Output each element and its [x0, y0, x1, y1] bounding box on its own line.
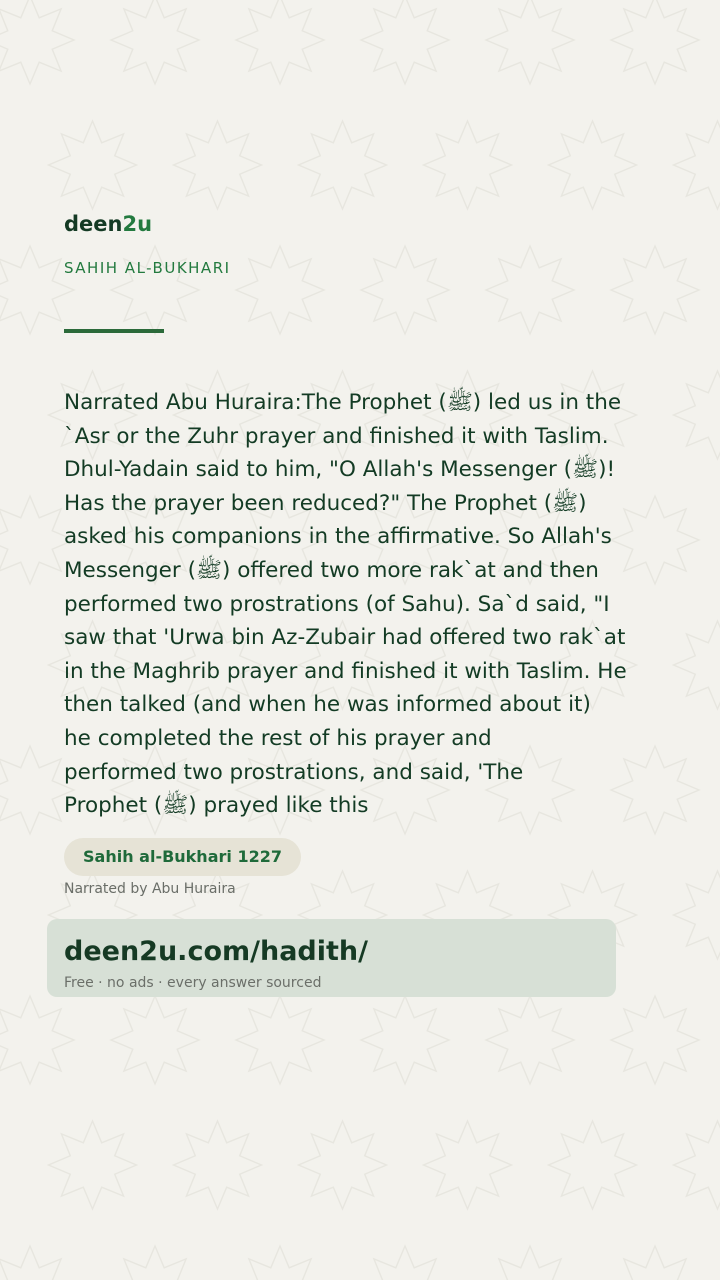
hadith-reference-badge: Sahih al-Bukhari 1227	[64, 838, 301, 876]
collection-label: SAHIH AL-BUKHARI	[64, 259, 231, 277]
hadith-line: in the Maghrib prayer and finished it with Taslim. He	[64, 658, 627, 684]
narrator-caption: Narrated by Abu Huraira	[64, 881, 236, 897]
divider	[64, 329, 164, 333]
cta-card[interactable]	[47, 919, 616, 997]
hadith-line: `Asr or the Zuhr prayer and finished it with Taslim.	[64, 423, 609, 449]
hadith-text	[64, 386, 664, 823]
hadith-line: Messenger (ﷺ) offered two more rak`at and then	[64, 557, 599, 583]
cta-tagline: Free · no ads · every answer sourced	[64, 975, 322, 991]
hadith-line: saw that 'Urwa bin Az-Zubair had offered two rak`at	[64, 625, 626, 651]
hadith-line: performed two prostrations, and said, 'The	[64, 759, 524, 785]
brand-name-accent: 2u	[122, 212, 153, 236]
hadith-line: Has the prayer been reduced?" The Prophet (ﷺ)	[64, 490, 587, 516]
hadith-line: performed two prostrations (of Sahu). Sa`d said, "I	[64, 591, 610, 617]
brand-logo	[64, 212, 152, 236]
hadith-line: Narrated Abu Huraira:The Prophet (ﷺ) led us in the	[64, 390, 622, 415]
hadith-line: then talked (and when he was informed about it)	[64, 692, 591, 718]
hadith-line: he completed the rest of his prayer and	[64, 725, 492, 751]
hadith-line: asked his companions in the affirmative. So Allah's	[64, 524, 612, 550]
hadith-line: Dhul-Yadain said to him, "O Allah's Messenger (ﷺ)!	[64, 457, 616, 483]
cta-url-link[interactable]: deen2u.com/hadith/	[64, 936, 369, 967]
hadith-line: Prophet (ﷺ) prayed like this	[64, 793, 369, 819]
brand-name-main: deen	[64, 212, 123, 236]
